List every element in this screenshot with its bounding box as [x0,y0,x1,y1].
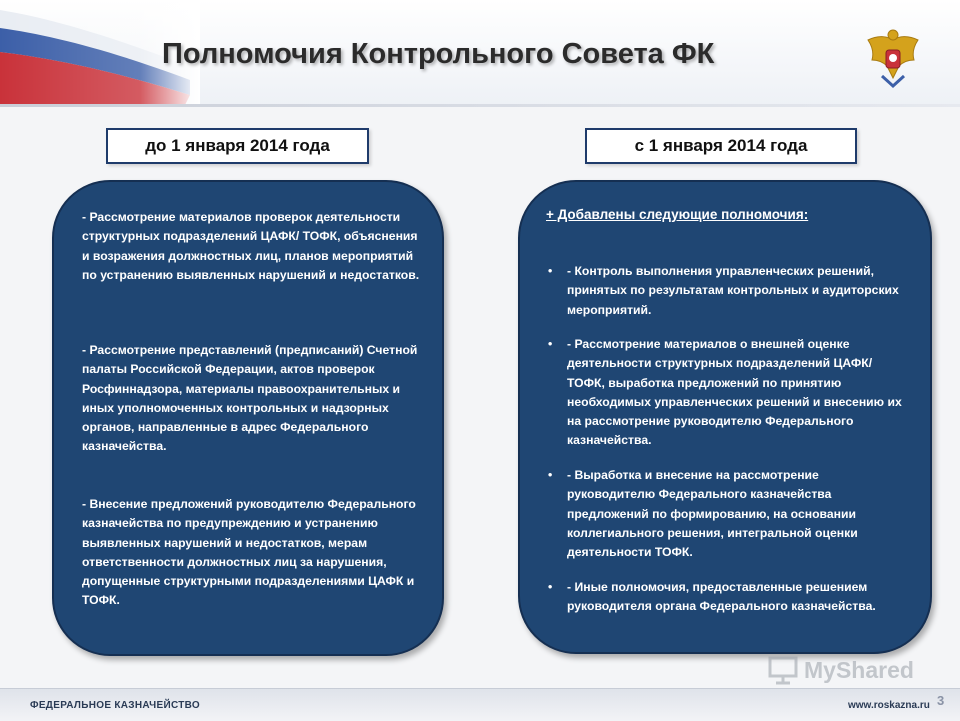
paragraph-1: - Рассмотрение материалов проверок деятельности структурных подразделений ЦАФК/ ТОФК, объяснения и возражения должностных лиц, планов мероприятий по устранению выявленных нарушений и недостатков. [82,210,420,282]
panel-before-2014 [52,180,444,656]
bullet-icon: • [548,580,553,594]
added-powers-heading: + Добавлены следующие полномочия: [546,207,809,222]
bullet-icon: • [548,468,553,482]
header-divider [0,104,960,107]
panel-after-2014 [518,180,932,654]
page-title: Полномочия Контрольного Совета ФК [162,38,715,70]
watermark-text: MyShared [804,656,914,683]
bullet-icon: • [548,337,553,351]
slide-footer [0,688,960,721]
double-headed-eagle-emblem [860,26,926,92]
footer-org-name: ФЕДЕРАЛЬНОЕ КАЗНАЧЕЙСТВО [30,700,200,711]
period-label-before: до 1 января 2014 года [106,128,369,164]
list-item-text: - Иные полномочия, предоставленные решением руководителя органа Федерального казначейства. [567,580,876,614]
list-item-text: - Рассмотрение материалов о внешней оценке деятельности структурных подразделений ЦАФК/ТОФК, выработка предложений по принятию необходимых управленческих решений и внесению их на рассмотрение руководителю Федерального казначейства. [567,337,902,448]
slide-header [0,0,960,105]
period-label-after: с 1 января 2014 года [585,128,857,164]
footer-website-link[interactable]: www.roskazna.ru [848,700,930,711]
paragraph-2: - Рассмотрение представлений (предписаний) Счетной палаты Российской Федерации, актов проверок Росфиннадзора, материалы правоохранительных и иных уполномоченных контрольных и надзорных органов, направленные в адрес Федерального казначейства. [82,343,418,454]
myshared-watermark [768,654,914,686]
page-number: 3 [937,693,945,708]
list-item-text: - Контроль выполнения управленческих решений, принятых по результатам контрольных и аудиторских мероприятий. [567,264,899,317]
list-item-text: - Выработка и внесение на рассмотрение руководителю Федерального казначейства предложений по формированию, на основании коллегиального решения, интегральной оценки деятельности ТОФК. [567,468,858,560]
presentation-icon [768,655,798,685]
bullet-icon: • [548,264,553,278]
paragraph-3: - Внесение предложений руководителю Федерального казначейства по предупреждению и устранению выявленных нарушений и недостатков, мерам ответственности должностных лиц за нарушения, допущенные структурными подразделениями ЦАФК и ТОФК. [82,497,416,608]
